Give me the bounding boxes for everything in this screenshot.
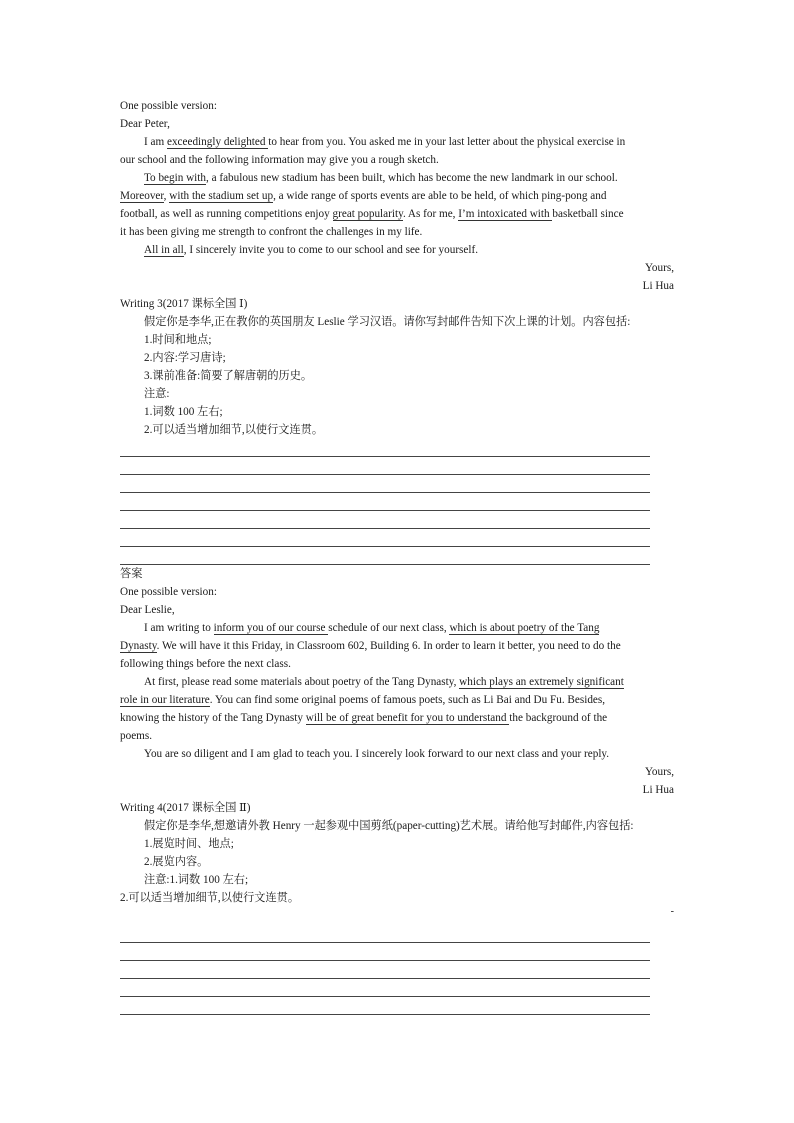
paragraph-line: knowing the history of the Tang Dynasty will be of great benefit for you to understand the background of the: [120, 712, 608, 724]
paragraph-line: following things before the next class.: [120, 658, 291, 670]
paragraph-line: role in our literature. You can find some original poems of famous poets, such as Li Bai and Du Fu. Besides,: [120, 694, 606, 706]
underlined-phrase: To begin with: [144, 172, 206, 184]
underlined-phrase: will be of great benefit for you to understand: [305, 712, 510, 724]
signature: Li Hua: [642, 280, 674, 292]
underlined-phrase: great popularity: [332, 208, 403, 220]
underlined-phrase: Dynasty: [120, 640, 157, 652]
answer-label: 答案: [120, 568, 143, 580]
answer-line: [120, 979, 650, 997]
prompt-item: 3.课前准备:简要了解唐朝的历史。: [144, 370, 313, 382]
prompt-item: 2.展览内容。: [144, 856, 209, 868]
underlined-phrase: exceedingly delighted: [167, 136, 269, 148]
answer-line: [120, 529, 650, 547]
answer-lines: [120, 925, 680, 1015]
paragraph-line: All in all, I sincerely invite you to come to our school and see for yourself.: [144, 244, 478, 256]
document-page: [120, 97, 680, 1015]
writing-prompt: 假定你是李华,想邀请外教 Henry 一起参观中国剪纸(paper-cutting)艺术展。请给他写封邮件,内容包括:: [144, 820, 634, 832]
note-item: 注意:1.词数 100 左右;: [144, 874, 249, 886]
paragraph-line: it has been giving me strength to confront the challenges in my life.: [120, 226, 423, 238]
stray-dash: -: [670, 906, 674, 917]
answer-line: [120, 493, 650, 511]
writing-title: Writing 3(2017 课标全国 Ⅰ): [120, 298, 248, 310]
salutation: Dear Peter,: [120, 118, 170, 130]
paragraph-line: Dynasty. We will have it this Friday, in Classroom 602, Building 6. In order to learn it better, you need to do the: [120, 640, 621, 652]
underlined-phrase: All in all: [144, 244, 184, 256]
paragraph-line: I am exceedingly delighted to hear from you. You asked me in your last letter about the physical exercise in: [144, 136, 626, 148]
underlined-phrase: role in our literature: [120, 694, 210, 706]
version-heading: One possible version:: [120, 586, 217, 598]
answer-line: [120, 961, 650, 979]
prompt-item: 2.内容:学习唐诗;: [144, 352, 226, 364]
paragraph-line: You are so diligent and I am glad to teach you. I sincerely look forward to our next class and your reply.: [144, 748, 610, 760]
signature: Li Hua: [642, 784, 674, 796]
paragraph-line: Moreover, with the stadium set up, a wide range of sports events are able to be held, of which ping-pong and: [120, 190, 607, 202]
underlined-phrase: which is about poetry of the Tang: [449, 622, 600, 634]
closing: Yours,: [644, 766, 674, 778]
underlined-phrase: which plays an extremely significant: [459, 676, 624, 688]
note-label: 注意:: [144, 388, 170, 400]
writing-prompt: 假定你是李华,正在教你的英国朋友 Leslie 学习汉语。请你写封邮件告知下次上课的计划。内容包括:: [144, 316, 631, 328]
note-item: 1.词数 100 左右;: [144, 406, 223, 418]
underlined-phrase: I’m intoxicated with: [458, 208, 553, 220]
paragraph-line: football, as well as running competitions enjoy great popularity. As for me, I’m intoxicated with basketball since: [120, 208, 624, 220]
paragraph-line: I am writing to inform you of our course schedule of our next class, which is about poetry of the Tang: [144, 622, 600, 634]
answer-line: [120, 925, 650, 943]
answer-line: [120, 943, 650, 961]
salutation: Dear Leslie,: [120, 604, 175, 616]
note-item: 2.可以适当增加细节,以使行文连贯。: [120, 892, 300, 904]
answer-line: [120, 997, 650, 1015]
answer-line: [120, 457, 650, 475]
answer-line: [120, 547, 650, 565]
prompt-item: 1.展览时间、地点;: [144, 838, 234, 850]
paragraph-line: poems.: [120, 730, 153, 742]
paragraph-line: our school and the following information may give you a rough sketch.: [120, 154, 439, 166]
underlined-phrase: inform you of our course: [213, 622, 329, 634]
note-item: 2.可以适当增加细节,以使行文连贯。: [144, 424, 324, 436]
prompt-item: 1.时间和地点;: [144, 334, 212, 346]
answer-line: [120, 475, 650, 493]
version-heading: One possible version:: [120, 100, 217, 112]
underlined-phrase: with the stadium set up: [169, 190, 274, 202]
answer-line: [120, 511, 650, 529]
writing-title: Writing 4(2017 课标全国 Ⅱ): [120, 802, 251, 814]
paragraph-line: To begin with, a fabulous new stadium has been built, which has become the new landmark in our school.: [144, 172, 618, 184]
answer-lines: [120, 439, 680, 565]
underlined-phrase: Moreover: [120, 190, 164, 202]
answer-line: [120, 439, 650, 457]
closing: Yours,: [644, 262, 674, 274]
paragraph-line: At first, please read some materials about poetry of the Tang Dynasty, which plays an extremely significant: [144, 676, 624, 688]
